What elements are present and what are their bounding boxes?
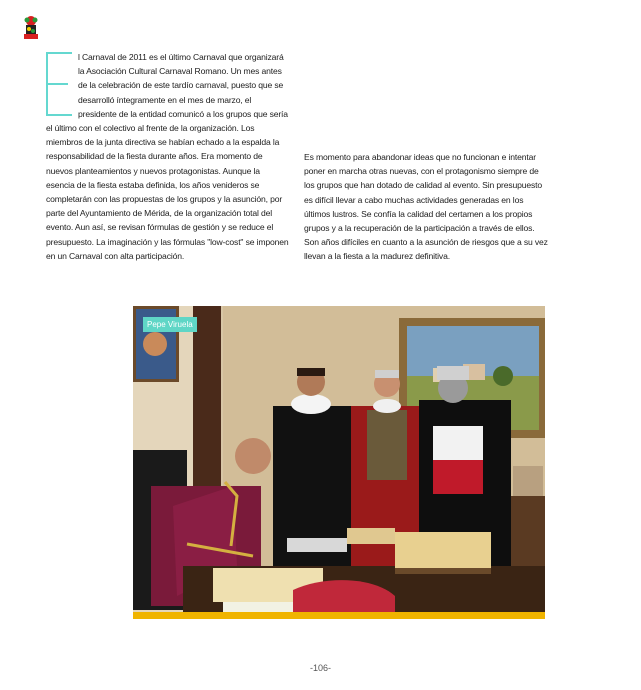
- photo-accent-bar: [133, 612, 545, 619]
- carnival-logo-icon: [20, 15, 42, 41]
- photo-illustration: [133, 306, 545, 619]
- article-photo: [133, 306, 545, 619]
- dropcap: [46, 52, 72, 116]
- page-number: -106-: [309, 663, 331, 673]
- article-left-column: [46, 50, 290, 263]
- left-paragraph: l Carnaval de 2011 es el último Carnaval que organizará la Asociación Cultural Carnaval Romano. Un mes antes de la celebración de este tardío carnaval, puesto que se desarrolló íntegramente en el mes de marzo, el presidente de la entidad comunicó a los grupos que sería el último con el colectivo al frente de la organización. Los miembros de la junta directiva se habían echado a la espalda la responsabilidad de la fiesta durante años. Era momento de nuevos planteamientos y nuevos protagonistas. Aunque la esencia de la fiesta estaba definida, los años venideros se completarán con las propuestas de los grupos y la asunción, por parte del Ayuntamiento de Mérida, de la organización total del evento. Aun así, se revisan fórmulas de gestión y se reduce el presupuesto. La imaginación y las fórmulas "low-cost" se imponen en un Carnaval con alta participación.: [46, 52, 289, 261]
- dropcap-letter: [46, 52, 72, 116]
- right-paragraph: Es momento para abandonar ideas que no funcionan e intentar poner en marcha otras nuevas, con el protagonismo siempre de los grupos que han dotado de calidad al evento. Sin presupuesto es difícil llevar a cabo muchas actividades generadas en los últimos lustros. Se confía la calidad del certamen a los propios grupos y a la recuperación de la participación a través de ellos. Son años difíciles en cuanto a la asunción de riesgos que a su vez llevan a la fiesta a la madurez definitiva.: [304, 152, 548, 262]
- article-right-column: [304, 150, 550, 264]
- photo-credit: Pepe Viruela: [143, 317, 197, 332]
